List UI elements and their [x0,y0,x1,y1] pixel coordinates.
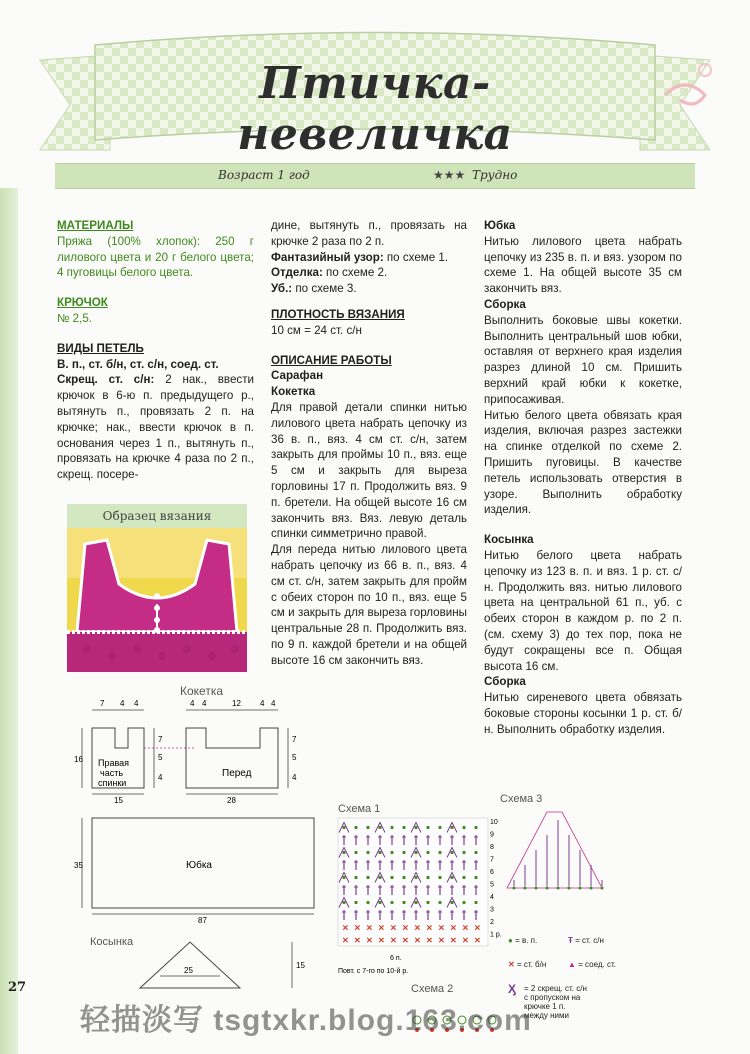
sc-symbol-icon: ✕ [438,936,445,945]
chain-symbol-icon [450,901,453,904]
assembly2-text: Нитью сиреневого цвета обвязать боковые стороны косынки 1 р. ст. б/н. Выполнить обработку изделия. [484,691,682,736]
scheme-1-row-number: 2 [490,919,494,926]
dc-symbol-icon: Ŧ [568,936,573,945]
column-2 [271,218,467,669]
chain-symbol-icon [378,876,381,879]
scheme-3-title: Схема 3 [500,793,543,805]
chain-symbol-icon [438,876,441,879]
sc-symbol-icon: ✕ [414,936,421,945]
chain-symbol-icon [462,876,465,879]
sc-symbol-icon: ✕ [426,923,433,933]
sc-symbol-icon: ✕ [450,936,457,945]
scheme-1-row-number: 10 [490,819,498,826]
chain-symbol-icon [342,851,345,854]
sc-symbol-icon: ✕ [342,936,349,945]
chain-symbol-icon [438,901,441,904]
scheme-1-note: Повт. с 7-го по 10-й р. [338,968,409,975]
knitting-sample-photo [67,504,247,672]
symbol-legend [508,930,688,1020]
front-dim-top-3: 12 [232,699,241,708]
chain-symbol-icon [568,887,571,890]
chain-symbol-icon [524,887,527,890]
skirt-text: Нитью лилового цвета набрать цепочку из 235 в. п. и вяз. узором по схеме 1. На общей высоте 35 см закончить вяз. [484,234,682,296]
skirt-width-dim: 87 [198,916,207,925]
sample-illustration [67,504,247,672]
pattern-diagrams [60,684,325,999]
watermark: 轻描淡写 tsgtxkr.blog.163.com [80,1004,532,1037]
chain-symbol-icon [535,887,538,890]
legend-cross-line-4: между ними [524,1011,569,1020]
sc-symbol-icon: ✕ [402,923,409,933]
chain-symbol-icon: ● [508,936,513,945]
chain-symbol-icon [390,851,393,854]
front-side-dim-3: 4 [292,773,297,782]
legend-chain-text: = в. п. [515,936,538,945]
stitches-heading: ВИДЫ ПЕТЕЛЬ [57,341,144,355]
scheme-1-title: Схема 1 [338,803,381,815]
kosynka-height-dim: 15 [296,961,305,970]
chain-symbol-icon [414,901,417,904]
density-heading: ПЛОТНОСТЬ ВЯЗАНИЯ [271,307,405,321]
cross-stitch-icon: Ӽ [508,982,517,996]
sc-symbol-icon: ✕ [354,923,361,933]
sc-symbol-icon: ✕ [474,923,481,933]
info-bar [55,163,695,189]
front-piece-shape [186,728,278,788]
chain-symbol-icon [378,826,381,829]
legend-sc [508,960,546,969]
decrease-label: Уб.: [271,282,293,296]
chain-symbol-icon [402,851,405,854]
assembly-text-2: Нитью белого цвета обвязать края изделия, включая разрез застежки на спинке отделкой по схеме 2. Пришить пуговицы. В качестве петель использовать отверстия в узоре. Выполнить обработку изделия. [484,408,682,517]
legend-cross-line-1: = 2 скрещ. ст. с/н [524,984,587,993]
sc-symbol-icon: ✕ [462,923,469,933]
chain-symbol-icon [590,887,593,890]
chain-symbol-icon [390,876,393,879]
page-title: Птичка-невеличка [237,58,513,160]
chain-symbol-icon [378,851,381,854]
skirt-height-dim: 35 [74,861,83,870]
chain-symbol-icon [450,826,453,829]
chain-symbol-icon [378,901,381,904]
age-label: Возраст 1 год [218,168,310,182]
sc-symbol-icon: ✕ [366,936,373,945]
legend-cross-line-3: крючке 1 п. [524,1002,566,1011]
sc-symbol-icon: ✕ [450,923,457,933]
sc-symbol-icon: ✕ [390,923,397,933]
sc-symbol-icon: ✕ [438,923,445,933]
back-label-1: Правая [98,758,130,768]
chain-symbol-icon [342,876,345,879]
sc-symbol-icon: ✕ [378,936,385,945]
assembly-heading: Сборка [484,297,526,311]
cross-stitch-label: Скрещ. ст. с/н: [57,373,155,387]
sc-symbol-icon: ✕ [366,923,373,933]
chain-symbol-icon [474,851,477,854]
sc-symbol-icon: ✕ [342,923,349,933]
back-height-dim: 16 [74,755,83,764]
koketka-subheading: Кокетка [271,385,316,399]
legend-cross-line-2: с пропуском на [524,993,581,1002]
front-dim-top-1: 4 [190,699,195,708]
chain-symbol-icon [366,851,369,854]
chain-symbol-icon [354,851,357,854]
decrease-text: по схеме 3. [292,282,357,296]
chain-symbol-icon [546,887,549,890]
kosynka-shape [140,942,240,988]
chain-symbol-icon [438,851,441,854]
chain-symbol-icon [414,826,417,829]
fancy-pattern-text: по схеме 1. [383,250,449,264]
slip-stitch-icon: ▲ [568,960,576,969]
chain-symbol-icon [426,851,429,854]
sc-symbol-icon: ✕ [474,936,481,945]
chain-symbol-icon [438,826,441,829]
stars-rating: ★★★ [433,168,466,182]
chain-symbol-icon [513,887,516,890]
back-side-dim-2: 5 [158,753,163,762]
kosynka-text: Нитью белого цвета набрать цепочку из 123 в. п. и вяз. 1 р. ст. с/н. Продолжить вяз. нитью лилового цвета на центральной 61 п., уб. с обеих сторон в каждом р. по 2 п. (см. схему 3) до тех пор, пока не будут сокращены все п. Общая высота 16 см. [484,548,682,673]
chain-symbol-icon [390,826,393,829]
koketka-front-text: Для переда нитью лилового цвета набрать цепочку из 66 в. п., вяз. 4 см ст. с/н, затем закрыть для пройм с обеих сторон по 10 п., вяз. еще 5 см и закрыть для выреза горловины центральные 28 п. Продолжить вяз. по 9 п. каждой бретели и на общей высоте 16 см закончить вяз. [271,543,467,667]
back-side-dim-3: 4 [158,773,163,782]
scheme-3-chart [492,790,622,900]
sc-symbol-icon: ✕ [414,923,421,933]
back-width-dim: 15 [114,796,123,805]
scheme-1-row-number: 1 р. [490,931,502,939]
edging-text: по схеме 2. [322,266,388,280]
sarafan-subheading: Сарафан [271,369,324,383]
back-side-dim-1: 7 [158,735,163,744]
scheme-3-stitches [514,820,602,886]
back-label-3: спинки [98,778,127,788]
sc-symbol-icon: ✕ [426,936,433,945]
legend-slip [568,960,616,969]
chain-symbol-icon [414,876,417,879]
chain-symbol-icon [426,901,429,904]
chain-symbol-icon [354,876,357,879]
density-text: 10 см = 24 ст. с/н [271,323,362,337]
koketka-back-text: Для правой детали спинки нитью лилового цвета набрать цепочку из 36 в. п., вяз. 4 см ст. с/н, затем закрыть для проймы 10 п., вяз. еще 5 см и закрыть для выреза горловины 17 п. Продолжить вяз. 9 п. бретели. На общей высоте 16 см закончить вяз. Вяз. левую деталь спинки симметрично правой. [271,400,467,541]
sc-symbol-icon: ✕ [462,936,469,945]
legend-cross-text [524,984,587,1020]
chain-symbol-icon [450,876,453,879]
chain-symbol-icon [474,826,477,829]
materials-heading: МАТЕРИАЛЫ [57,219,134,232]
chain-symbol-icon [366,876,369,879]
materials-text: Пряжа (100% хлопок): 250 г лилового цвета и 20 г белого цвета; 4 пуговицы белого цвета. [57,234,254,280]
chain-symbol-icon [450,851,453,854]
back-dim-top-2: 4 [120,699,125,708]
scheme-1-row-number: 6 [490,869,494,876]
column-3 [484,218,682,738]
fancy-pattern-line [271,250,467,266]
front-label: Перед [222,768,252,779]
chain-symbol-icon [354,901,357,904]
scheme-1-row-number: 3 [490,906,494,914]
back-side-dims [154,728,163,788]
kosynka-diagram-label: Косынка [90,936,134,948]
cross-stitch-description [57,372,254,483]
chain-symbol-icon [474,901,477,904]
sc-symbol-icon: ✕ [508,960,515,969]
legend-sc-text: = ст. б/н [516,960,547,969]
sc-symbol-icon: ✕ [390,936,397,945]
scheme-1-row-number: 4 [490,894,494,901]
chain-symbol-icon [402,901,405,904]
left-decor-strip [0,188,18,1054]
column-1 [57,218,254,483]
koketka-diagram-label: Кокетка [180,684,224,698]
chain-symbol-icon [462,901,465,904]
edging-label: Отделка: [271,266,323,280]
decrease-line [271,281,467,297]
chain-symbol-icon [601,887,604,890]
chain-symbol-icon [342,901,345,904]
front-dim-top-2: 4 [202,699,207,708]
chain-symbol-icon [414,851,417,854]
kosynka-heading: Косынка [484,533,534,547]
scheme-3-chain-dots [513,887,604,890]
chain-symbol-icon [366,826,369,829]
front-width-dim: 28 [227,796,236,805]
skirt-label: Юбка [186,860,212,871]
scheme-1-row-number: 7 [490,856,494,864]
scheme-1-chart [330,800,510,980]
difficulty-label: Трудно [472,168,518,182]
chain-symbol-icon [402,876,405,879]
chain-symbol-icon [366,901,369,904]
work-heading: ОПИСАНИЕ РАБОТЫ [271,353,392,367]
cross-stitch-continued: дине, вытянуть п., провязать на крючке 2 раза по 2 п. [271,219,467,248]
fancy-pattern-label: Фантазийный узор: [271,250,384,264]
front-side-dims [288,728,297,788]
scheme-2-title: Схема 2 [411,983,454,995]
front-dim-top-5: 4 [271,699,276,708]
chain-symbol-icon [462,826,465,829]
chain-symbol-icon [557,887,560,890]
chain-symbol-icon [426,876,429,879]
sc-symbol-icon: ✕ [354,936,361,945]
back-dim-top-1: 7 [100,699,105,708]
sc-symbol-icon: ✕ [402,936,409,945]
legend-chain [508,936,537,945]
front-side-dim-2: 5 [292,753,297,762]
chain-symbol-icon [354,826,357,829]
page-number: 27 [8,980,27,995]
assembly2-heading: Сборка [484,675,526,689]
back-label-2: часть [100,768,124,778]
front-side-dim-1: 7 [292,735,297,744]
kosynka-width-dim: 25 [184,966,193,975]
legend-dc-text: = ст. с/н [575,936,604,945]
assembly-text-1: Выполнить боковые швы кокетки. Выполнить центральный шов юбки, оставляя от верхнего края изделия разрез длиной 10 см. Пришить верхний край юбки к кокетке, припосаживая. [484,313,682,406]
front-dim-top-4: 4 [260,699,265,708]
sc-symbol-icon: ✕ [378,923,385,933]
chain-symbol-icon [426,826,429,829]
chain-symbol-icon [342,826,345,829]
hook-heading: КРЮЧОК [57,296,108,310]
scheme-1-row-number: 8 [490,844,494,851]
chain-symbol-icon [579,887,582,890]
photo-caption: Образец вязания [67,504,247,528]
chain-symbol-icon [462,851,465,854]
scheme-1-row-number: 5 [490,881,494,889]
chain-symbol-icon [474,876,477,879]
legend-dc [568,936,604,945]
edging-line [271,265,467,281]
legend-slip-text: = соед. ст. [578,960,616,969]
hook-text: № 2,5. [57,311,92,325]
chain-symbol-icon [390,901,393,904]
skirt-heading: Юбка [484,219,516,232]
back-dim-top-3: 4 [134,699,139,708]
chain-symbol-icon [402,826,405,829]
cross-stitch-text: 2 нак., ввести крючок в 6-ю п. предыдущего р., вытянуть п., провязать 2 п. на крючке; нак., ввести крючок в п. основания через 1 п., вытянуть п., провязать на крючке 4 раза по 2 п., скрещ. посере- [57,373,254,482]
scheme-1-repeat: 6 п. [390,955,402,962]
stitches-list: В. п., ст. б/н, ст. с/н, соед. ст. [57,357,219,371]
scheme-1-row-number: 9 [490,831,494,839]
